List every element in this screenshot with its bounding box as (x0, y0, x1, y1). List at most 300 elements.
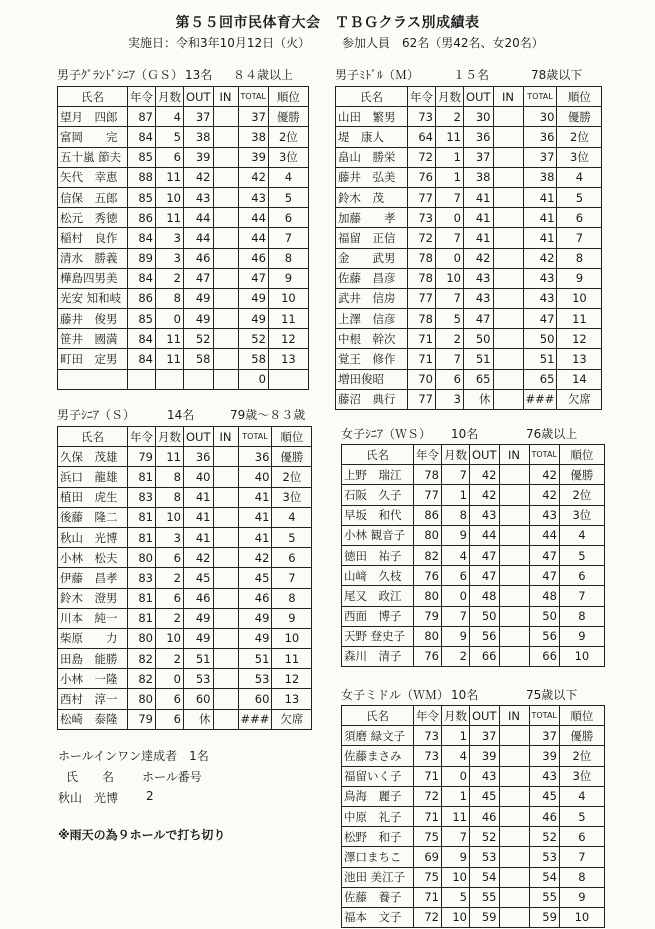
in-score (213, 228, 238, 248)
table-row (342, 525, 605, 545)
rank: 4 (557, 167, 602, 187)
player-name: 光安 知和岐 (58, 288, 128, 308)
months: 4 (442, 545, 470, 565)
column-header: IN (213, 427, 238, 447)
rank: 4 (559, 786, 604, 806)
age: 86 (414, 505, 442, 525)
table-row (58, 447, 312, 467)
total-score: 66 (529, 646, 559, 666)
total-score: 41 (238, 487, 272, 507)
rank: 3位 (557, 147, 602, 167)
in-score (213, 588, 238, 608)
out-score: 46 (184, 588, 214, 608)
out-score: 休 (464, 389, 494, 409)
out-score: 56 (470, 626, 500, 646)
age: 85 (128, 187, 156, 207)
in-score (213, 349, 238, 369)
section-name: 男子ｸﾞﾗﾝﾄﾞｼﾆｱ（ＧＳ） (57, 68, 184, 82)
section-name: 男子ﾐﾄﾞﾙ（Ｍ） (335, 68, 420, 82)
total-score: 36 (238, 447, 272, 467)
rank: 優勝 (559, 465, 604, 485)
out-score: 53 (184, 669, 214, 689)
player-name: 覚王 修作 (336, 349, 408, 369)
age: 72 (408, 228, 436, 248)
section-name: 女子ｼﾆｱ（ＷＳ） (341, 427, 432, 441)
total-score: 43 (529, 505, 559, 525)
total-score: 49 (238, 608, 272, 628)
age: 80 (128, 628, 156, 648)
table-row (342, 606, 605, 626)
table-row (342, 887, 605, 907)
rank: 3位 (559, 505, 604, 525)
out-score: 49 (184, 628, 214, 648)
column-header: TOTAL (529, 706, 559, 726)
in-score (213, 527, 238, 547)
out-score: 58 (184, 349, 214, 369)
months: 7 (436, 288, 464, 308)
age: 78 (414, 465, 442, 485)
table-row (58, 588, 312, 608)
player-name: 池田 美江子 (342, 867, 414, 887)
months: 10 (436, 268, 464, 288)
in-score (499, 626, 529, 646)
section-age: 76歳以上 (526, 427, 578, 441)
total-score: 43 (529, 766, 559, 786)
out-score: 60 (184, 689, 214, 709)
player-name: 後藤 隆二 (58, 507, 128, 527)
months: 5 (156, 127, 184, 147)
table-row (58, 527, 312, 547)
section-count: 10名 (451, 427, 479, 441)
age: 82 (414, 545, 442, 565)
age (128, 369, 156, 389)
rank: 6 (268, 208, 308, 228)
player-name: 佐藤 養子 (342, 887, 414, 907)
total-score: 55 (529, 887, 559, 907)
out-score: 42 (464, 248, 494, 268)
player-name: 富岡 完 (58, 127, 128, 147)
out-score: 43 (184, 187, 214, 207)
total-score: 42 (523, 248, 557, 268)
out-score: 36 (184, 447, 214, 467)
rank: 10 (559, 646, 604, 666)
rank: 12 (272, 669, 312, 689)
in-score (213, 649, 238, 669)
rank: 8 (559, 867, 604, 887)
player-name: 町田 定男 (58, 349, 128, 369)
age: 70 (408, 369, 436, 389)
age: 89 (128, 248, 156, 268)
player-name: 佐藤まさみ (342, 746, 414, 766)
out-score: 49 (184, 288, 214, 308)
column-header: TOTAL (238, 87, 268, 107)
out-score: 39 (470, 746, 500, 766)
rank: 4 (272, 507, 312, 527)
months: 7 (442, 465, 470, 485)
player-name: 田島 能勝 (58, 649, 128, 669)
column-header: 年令 (414, 445, 442, 465)
in-score (213, 187, 238, 207)
section-age: 75歳以下 (526, 688, 578, 702)
in-score (499, 525, 529, 545)
out-score: 50 (470, 606, 500, 626)
total-score: 42 (238, 167, 268, 187)
player-name: 望月 四郎 (58, 107, 128, 127)
months: 0 (436, 248, 464, 268)
total-score: 46 (238, 588, 272, 608)
months: 2 (156, 268, 184, 288)
table-row (342, 505, 605, 525)
player-name: 佐藤 昌彦 (336, 268, 408, 288)
total-score: 44 (529, 525, 559, 545)
player-name: 信保 五郎 (58, 187, 128, 207)
total-score: 50 (529, 606, 559, 626)
in-score (499, 806, 529, 826)
in-score (213, 309, 238, 329)
age: 78 (408, 309, 436, 329)
in-score (213, 107, 238, 127)
in-score (493, 187, 523, 207)
months: 6 (442, 566, 470, 586)
total-score: 0 (238, 369, 268, 389)
table-row (336, 349, 602, 369)
age: 80 (414, 586, 442, 606)
total-score: 41 (238, 527, 272, 547)
in-score (493, 147, 523, 167)
column-header: 月数 (442, 706, 470, 726)
total-score: 47 (238, 268, 268, 288)
total-score: 30 (523, 107, 557, 127)
rank: 13 (272, 689, 312, 709)
age: 86 (128, 208, 156, 228)
rank (268, 369, 308, 389)
age: 72 (414, 786, 442, 806)
out-score: 59 (470, 907, 500, 927)
age: 82 (128, 649, 156, 669)
column-header: TOTAL (238, 427, 272, 447)
age: 73 (408, 208, 436, 228)
player-name: 中原 礼子 (342, 806, 414, 826)
player-name: 天野 登史子 (342, 626, 414, 646)
rank: 12 (268, 329, 308, 349)
table-row (342, 646, 605, 666)
out-score: 37 (184, 107, 214, 127)
age: 84 (128, 349, 156, 369)
out-score: 41 (184, 527, 214, 547)
column-header: OUT (184, 87, 214, 107)
in-score (213, 709, 238, 729)
rank: 9 (272, 608, 312, 628)
total-score: 52 (529, 827, 559, 847)
player-name: 上野 瑞江 (342, 465, 414, 485)
out-score: 41 (184, 487, 214, 507)
months: 11 (156, 447, 184, 467)
table-row (336, 389, 602, 409)
player-name: 鈴木 澄男 (58, 588, 128, 608)
player-name: 久保 茂雄 (58, 447, 128, 467)
player-name: 松元 秀徳 (58, 208, 128, 228)
table-row (336, 309, 602, 329)
column-header: OUT (184, 427, 214, 447)
table-row (58, 228, 309, 248)
age: 77 (408, 389, 436, 409)
player-name: 鳥海 麗子 (342, 786, 414, 806)
total-score: 47 (529, 566, 559, 586)
total-score: 42 (238, 548, 272, 568)
rank: 13 (557, 349, 602, 369)
table-row (58, 248, 309, 268)
months: 9 (442, 626, 470, 646)
in-score (499, 766, 529, 786)
player-name: 伊藤 昌孝 (58, 568, 128, 588)
in-score (493, 228, 523, 248)
table-row (342, 867, 605, 887)
total-score: 50 (523, 329, 557, 349)
age: 71 (414, 806, 442, 826)
column-header: 氏名 (58, 427, 128, 447)
total-score: 49 (238, 288, 268, 308)
table-row (58, 568, 312, 588)
rank: 4 (268, 167, 308, 187)
table-row (342, 827, 605, 847)
in-score (213, 208, 238, 228)
rank: 7 (559, 847, 604, 867)
out-score: 43 (464, 268, 494, 288)
section-count: １５名 (453, 68, 490, 82)
age: 77 (408, 288, 436, 308)
out-score: 41 (184, 507, 214, 527)
age: 81 (128, 608, 156, 628)
total-score: 44 (238, 228, 268, 248)
table-row (336, 127, 602, 147)
months: 11 (156, 329, 184, 349)
months: 10 (156, 507, 184, 527)
player-name: 小林 観音子 (342, 525, 414, 545)
in-score (213, 568, 238, 588)
months: 10 (442, 907, 470, 927)
out-score: 53 (470, 847, 500, 867)
age: 77 (408, 187, 436, 207)
age: 84 (128, 228, 156, 248)
total-score: 48 (529, 586, 559, 606)
out-score: 43 (464, 288, 494, 308)
months: 4 (442, 746, 470, 766)
out-score: 45 (470, 786, 500, 806)
player-name: 稲村 良作 (58, 228, 128, 248)
in-score (213, 487, 238, 507)
table-row (336, 107, 602, 127)
months: 9 (442, 847, 470, 867)
table-row (336, 369, 602, 389)
age: 78 (408, 248, 436, 268)
column-header: 年令 (128, 87, 156, 107)
in-score (499, 545, 529, 565)
total-score: 47 (529, 545, 559, 565)
table-row (58, 329, 309, 349)
column-header: TOTAL (523, 87, 557, 107)
total-score: 58 (238, 349, 268, 369)
results-table-s (57, 426, 312, 730)
player-name: 秋山 光博 (58, 527, 128, 547)
table-row (342, 626, 605, 646)
section-count: 13名 (185, 68, 213, 82)
in-score (493, 107, 523, 127)
player-name: 澤口まちこ (342, 847, 414, 867)
out-score: 55 (470, 887, 500, 907)
column-header: TOTAL (529, 445, 559, 465)
results-table-ws (341, 444, 605, 667)
rank: 2位 (559, 746, 604, 766)
age: 79 (128, 447, 156, 467)
out-score: 37 (464, 147, 494, 167)
months: 1 (436, 147, 464, 167)
table-row (58, 309, 309, 329)
section-age: ８４歳以上 (233, 68, 294, 82)
hole-in-one-hole: 2 (146, 789, 154, 803)
rank: 7 (268, 228, 308, 248)
age: 80 (128, 548, 156, 568)
column-header: OUT (470, 706, 500, 726)
total-score: 46 (529, 806, 559, 826)
months: 6 (436, 369, 464, 389)
out-score: 46 (470, 806, 500, 826)
column-header: 年令 (414, 706, 442, 726)
rank: 11 (557, 309, 602, 329)
table-row (58, 349, 309, 369)
rank: 7 (559, 586, 604, 606)
rank: 5 (559, 806, 604, 826)
out-score: 41 (464, 208, 494, 228)
in-score (213, 689, 238, 709)
total-score: 36 (523, 127, 557, 147)
column-header: 氏名 (342, 706, 414, 726)
table-row (336, 167, 602, 187)
months: 8 (156, 467, 184, 487)
rank: 8 (557, 248, 602, 268)
total-score: 60 (238, 689, 272, 709)
in-score (493, 248, 523, 268)
rank: 9 (557, 268, 602, 288)
total-score: 65 (523, 369, 557, 389)
column-header: 順位 (268, 87, 308, 107)
rank: 8 (268, 248, 308, 268)
rank: 5 (272, 527, 312, 547)
out-score: 47 (470, 566, 500, 586)
table-row (58, 709, 312, 729)
player-name: 山田 繁男 (336, 107, 408, 127)
column-header: OUT (464, 87, 494, 107)
months: 3 (156, 228, 184, 248)
age: 76 (414, 566, 442, 586)
in-score (213, 467, 238, 487)
out-score: 43 (470, 766, 500, 786)
player-name: 福留いく子 (342, 766, 414, 786)
total-score: 45 (529, 786, 559, 806)
column-header: 順位 (559, 706, 604, 726)
player-name: 清水 勝義 (58, 248, 128, 268)
months: 10 (442, 867, 470, 887)
total-score: 42 (529, 485, 559, 505)
rank: 優勝 (272, 447, 312, 467)
rank: 7 (557, 228, 602, 248)
hole-in-one-name: 秋山 光博 (58, 791, 119, 805)
rank: 5 (268, 187, 308, 207)
age: 81 (128, 507, 156, 527)
out-score: 52 (184, 329, 214, 349)
months: 9 (442, 525, 470, 545)
table-header-row (336, 87, 602, 107)
months: 7 (436, 228, 464, 248)
column-header: 年令 (128, 427, 156, 447)
months: 11 (156, 349, 184, 369)
total-score: 43 (238, 187, 268, 207)
table-header-row (58, 427, 312, 447)
in-score (493, 208, 523, 228)
column-header: IN (499, 445, 529, 465)
in-score (499, 827, 529, 847)
column-header: IN (213, 87, 238, 107)
out-score: 46 (184, 248, 214, 268)
table-header-row (58, 87, 309, 107)
in-score (213, 628, 238, 648)
table-row (58, 548, 312, 568)
age: 69 (414, 847, 442, 867)
total-score: 37 (523, 147, 557, 167)
rain-note: ※雨天の為９ホールで打ち切り (58, 828, 226, 842)
out-score: 47 (184, 268, 214, 288)
rank: 4 (559, 525, 604, 545)
months: 2 (442, 646, 470, 666)
months: 3 (436, 389, 464, 409)
out-score: 44 (184, 228, 214, 248)
column-header: IN (499, 706, 529, 726)
player-name: 小林 松夫 (58, 548, 128, 568)
table-row (58, 127, 309, 147)
out-score: 36 (464, 127, 494, 147)
player-name: 上澤 信彦 (336, 309, 408, 329)
rank: 欠席 (272, 709, 312, 729)
table-row (342, 806, 605, 826)
months: 8 (156, 288, 184, 308)
column-header: 順位 (557, 87, 602, 107)
total-score: 43 (523, 288, 557, 308)
player-name: 松崎 泰隆 (58, 709, 128, 729)
age: 82 (128, 669, 156, 689)
out-score: 51 (184, 649, 214, 669)
total-score: 41 (523, 208, 557, 228)
player-name: 福本 文子 (342, 907, 414, 927)
in-score (213, 147, 238, 167)
table-row (336, 208, 602, 228)
total-score: 54 (529, 867, 559, 887)
column-header: 月数 (156, 427, 184, 447)
out-score: 47 (464, 309, 494, 329)
total-score: 38 (523, 167, 557, 187)
table-row (342, 465, 605, 485)
player-name: 樺島四男美 (58, 268, 128, 288)
months: 2 (156, 649, 184, 669)
months: 5 (436, 309, 464, 329)
rank: 欠席 (557, 389, 602, 409)
rank: 2位 (559, 485, 604, 505)
total-score: 52 (238, 329, 268, 349)
table-row (342, 726, 605, 746)
age: 87 (128, 107, 156, 127)
months: 7 (442, 827, 470, 847)
rank: 9 (559, 626, 604, 646)
total-score: 44 (238, 208, 268, 228)
in-score (493, 369, 523, 389)
